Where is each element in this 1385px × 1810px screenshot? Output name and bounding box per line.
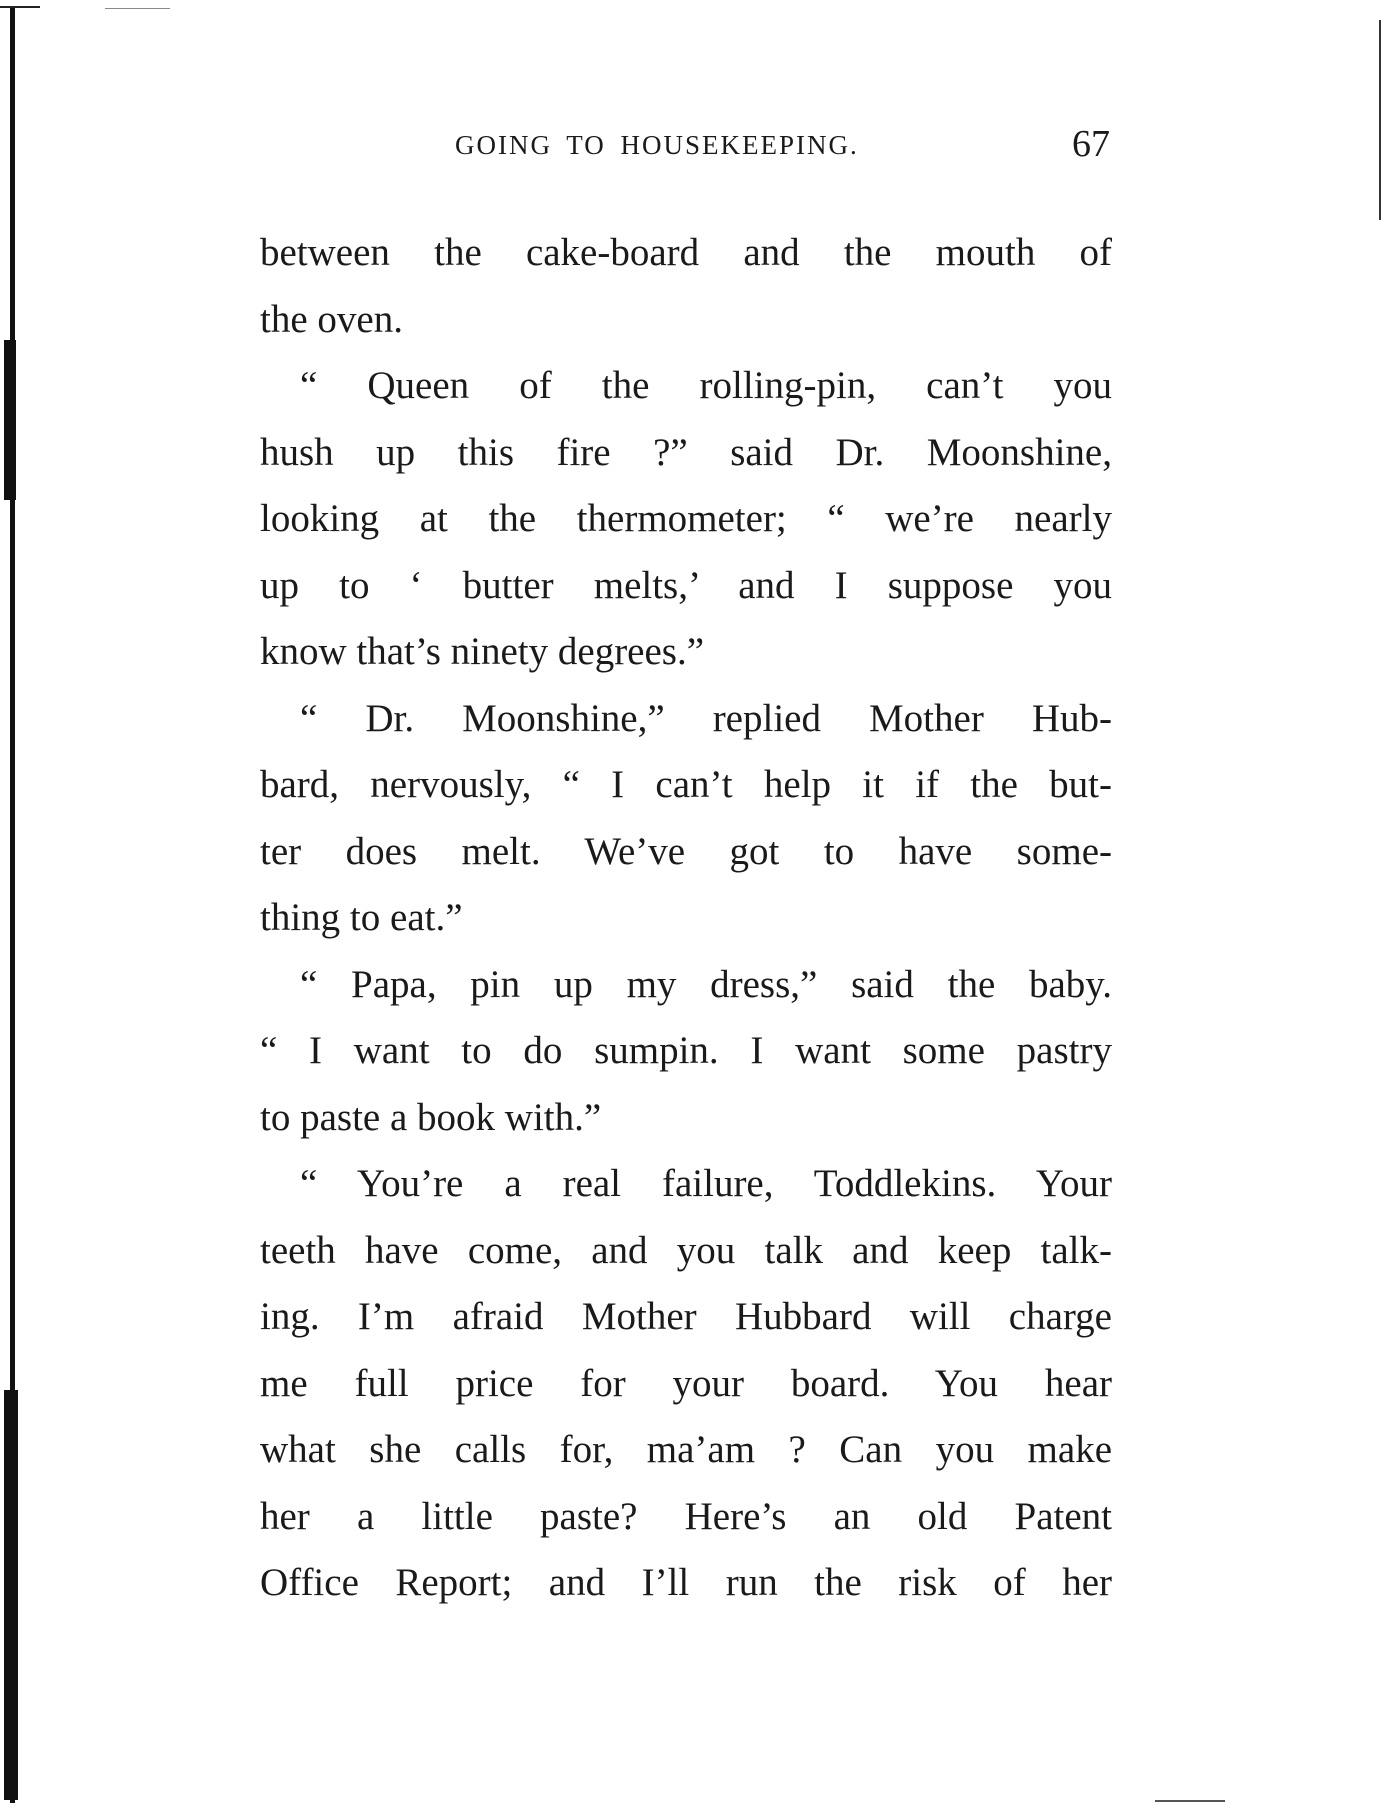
text-line: Office Report; and I’ll run the risk of her	[260, 1561, 1112, 1604]
text-line: bard, nervously, “ I can’t help it if the but-	[260, 763, 1112, 806]
page-number: 67	[1072, 123, 1110, 165]
scan-mark	[1155, 1800, 1225, 1802]
text-line: teeth have come, and you talk and keep talk-	[260, 1228, 1112, 1272]
page-edge-line	[1379, 20, 1381, 220]
text-line: “ Papa, pin up my dress,” said the baby.	[300, 962, 1112, 1006]
binding-edge-blot	[4, 1390, 18, 1800]
running-head: GOING TO HOUSEKEEPING.	[455, 130, 859, 160]
text-line: “ I want to do sumpin. I want some pastry	[260, 1029, 1112, 1072]
text-line: me full price for your board. You hear	[260, 1361, 1112, 1405]
binding-edge-blot	[4, 340, 16, 500]
text-line: ter does melt. We’ve got to have some-	[260, 829, 1112, 873]
text-line: hush up this fire ?” said Dr. Moonshine,	[260, 430, 1112, 474]
text-line: the oven.	[260, 297, 403, 341]
text-line: know that’s ninety degrees.”	[260, 630, 705, 673]
text-line: what she calls for, ma’am ? Can you make	[260, 1428, 1112, 1471]
text-line: to paste a book with.”	[260, 1095, 602, 1139]
text-line: “ Queen of the rolling-pin, can’t you	[300, 364, 1112, 407]
text-line: up to ‘ butter melts,’ and I suppose you	[260, 563, 1112, 607]
text-line: thing to eat.”	[260, 896, 463, 939]
body-text	[260, 220, 1112, 1617]
binding-edge-tick	[0, 6, 40, 8]
text-line: her a little paste? Here’s an old Patent	[260, 1494, 1112, 1538]
text-line: ing. I’m afraid Mother Hubbard will charge	[260, 1295, 1112, 1338]
text-line: “ You’re a real failure, Toddlekins. Your	[300, 1162, 1112, 1205]
scan-mark	[105, 8, 170, 9]
page-header	[455, 122, 1110, 166]
text-line: “ Dr. Moonshine,” replied Mother Hub-	[300, 696, 1112, 740]
text-line: looking at the thermometer; “ we’re nearly	[260, 497, 1112, 540]
text-line: between the cake-board and the mouth of	[260, 231, 1112, 274]
